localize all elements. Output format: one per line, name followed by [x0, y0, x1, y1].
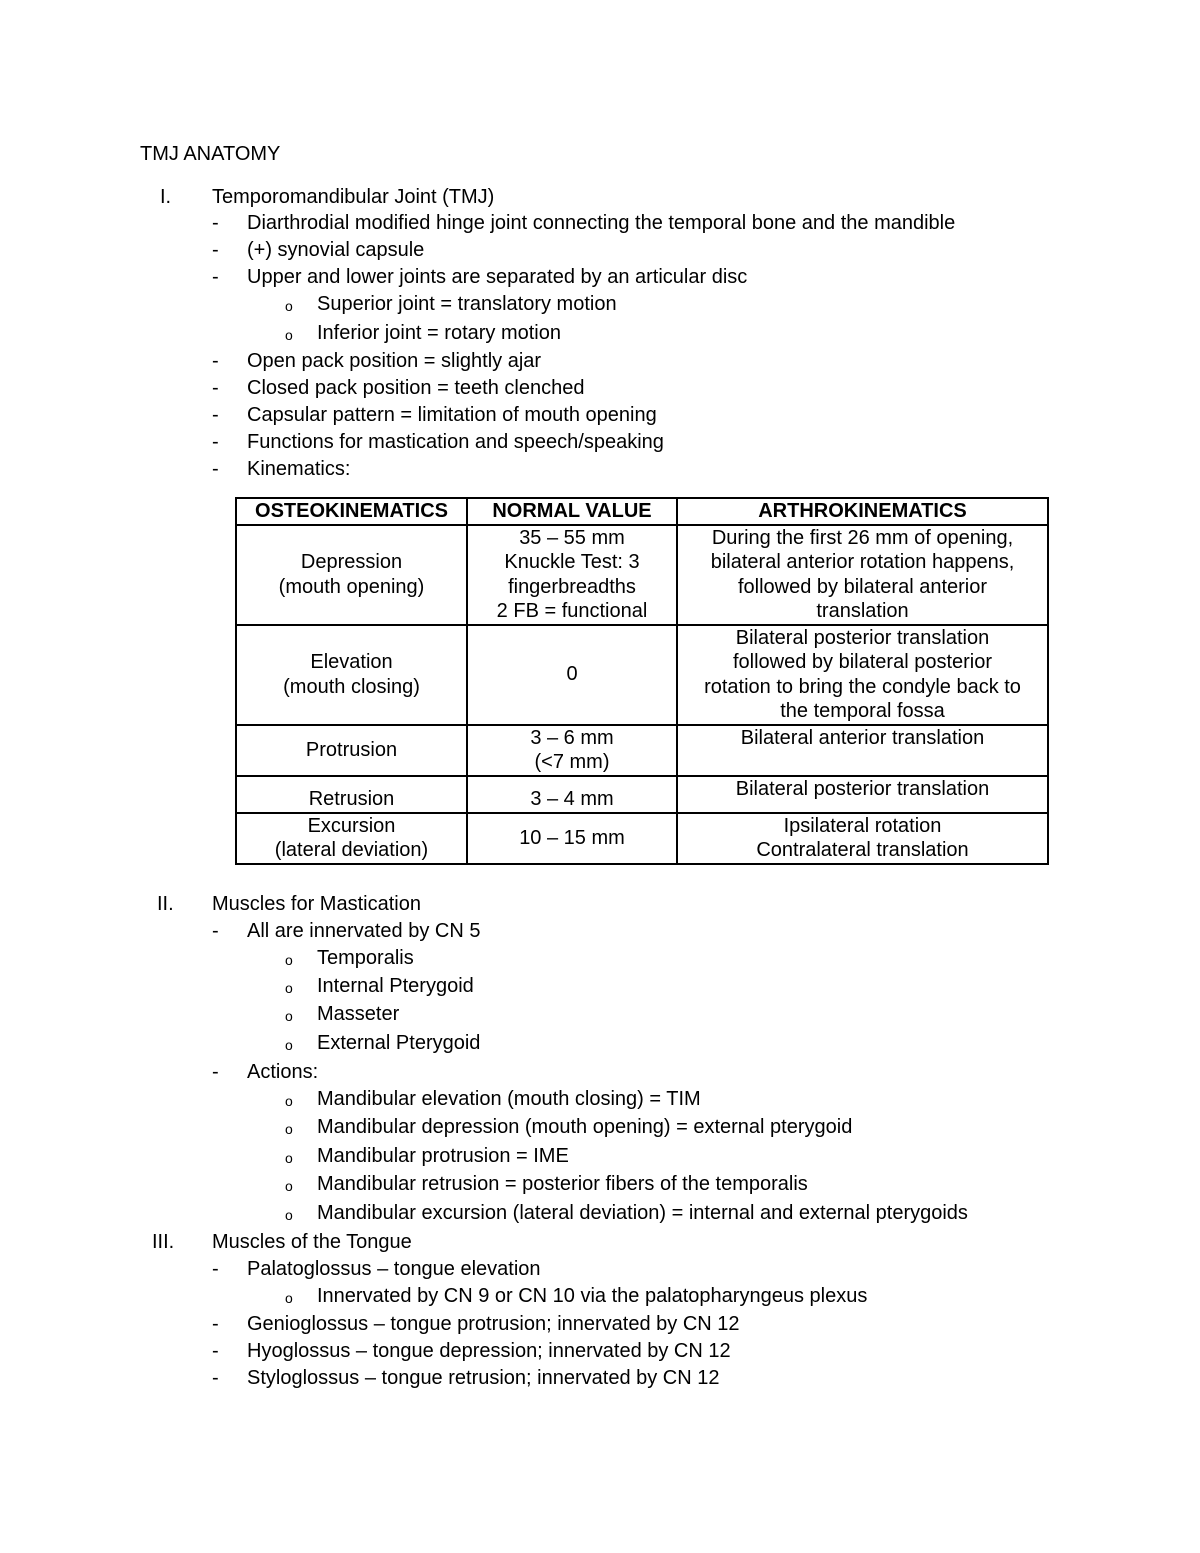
dash-bullet: - [212, 266, 219, 288]
list-item: Palatoglossus – tongue elevation [247, 1258, 541, 1280]
table-cell: Depression (mouth opening) [236, 525, 467, 625]
list-item: Capsular pattern = limitation of mouth opening [247, 404, 657, 426]
list-item: Open pack position = slightly ajar [247, 350, 542, 372]
sub-list-item: Innervated by CN 9 or CN 10 via the palatopharyngeus plexus [317, 1285, 868, 1307]
dash-bullet: - [212, 404, 219, 426]
dash-bullet: - [212, 920, 219, 942]
page-title: TMJ ANATOMY [140, 143, 281, 165]
circle-bullet: o [285, 327, 293, 343]
table-cell: 0 [467, 625, 677, 725]
list-item: Functions for mastication and speech/speaking [247, 431, 664, 453]
table-header-row [236, 498, 1048, 525]
circle-bullet: o [285, 1207, 293, 1223]
dash-bullet: - [212, 1258, 219, 1280]
circle-bullet: o [285, 1121, 293, 1137]
table-cell: 10 – 15 mm [467, 813, 677, 864]
dash-bullet: - [212, 350, 219, 372]
sub-list-item: Superior joint = translatory motion [317, 293, 617, 315]
table-cell: During the first 26 mm of opening, bilateral anterior rotation happens, followed by bilateral anterior translation [677, 525, 1048, 625]
list-item: Kinematics: [247, 458, 351, 480]
table-cell: Bilateral anterior translation [677, 725, 1048, 776]
circle-bullet: o [285, 1150, 293, 1166]
circle-bullet: o [285, 980, 293, 996]
circle-bullet: o [285, 1008, 293, 1024]
list-item: Diarthrodial modified hinge joint connecting the temporal bone and the mandible [247, 212, 956, 234]
circle-bullet: o [285, 1093, 293, 1109]
table-row [236, 625, 1048, 725]
table-cell: Retrusion [236, 776, 467, 813]
list-item: Genioglossus – tongue protrusion; innervated by CN 12 [247, 1313, 740, 1335]
sub-list-item: Mandibular depression (mouth opening) = external pterygoid [317, 1116, 853, 1138]
table-row [236, 776, 1048, 813]
table-cell: Bilateral posterior translation [677, 776, 1048, 813]
dash-bullet: - [212, 377, 219, 399]
sub-list-item: Temporalis [317, 947, 414, 969]
sub-list-item: Mandibular protrusion = IME [317, 1145, 569, 1167]
list-item: Hyoglossus – tongue depression; innervated by CN 12 [247, 1340, 731, 1362]
section-heading: Temporomandibular Joint (TMJ) [212, 186, 495, 208]
section-heading: Muscles for Mastication [212, 893, 421, 915]
sub-list-item: Masseter [317, 1003, 400, 1025]
sub-list-item: Internal Pterygoid [317, 975, 474, 997]
sub-list-item: Inferior joint = rotary motion [317, 322, 561, 344]
dash-bullet: - [212, 1061, 219, 1083]
dash-bullet: - [212, 1340, 219, 1362]
table-cell: Protrusion [236, 725, 467, 776]
section-number: I. [160, 186, 172, 208]
table-row [236, 813, 1048, 864]
list-item: All are innervated by CN 5 [247, 920, 481, 942]
section-heading: Muscles of the Tongue [212, 1231, 412, 1253]
table-header: ARTHROKINEMATICS [677, 498, 1048, 525]
table-row [236, 525, 1048, 625]
sub-list-item: Mandibular excursion (lateral deviation) = internal and external pterygoids [317, 1202, 968, 1224]
circle-bullet: o [285, 1290, 293, 1306]
table-cell: 35 – 55 mm Knuckle Test: 3 fingerbreadths 2 FB = functional [467, 525, 677, 625]
table-row [236, 725, 1048, 776]
dash-bullet: - [212, 239, 219, 261]
list-item: Styloglossus – tongue retrusion; innervated by CN 12 [247, 1367, 720, 1389]
dash-bullet: - [212, 1367, 219, 1389]
sub-list-item: Mandibular elevation (mouth closing) = TIM [317, 1088, 701, 1110]
kinematics-table [235, 497, 1049, 865]
dash-bullet: - [212, 431, 219, 453]
section-number: III. [152, 1231, 175, 1253]
table-cell: 3 – 4 mm [467, 776, 677, 813]
dash-bullet: - [212, 1313, 219, 1335]
list-item: Actions: [247, 1061, 319, 1083]
circle-bullet: o [285, 1037, 293, 1053]
dash-bullet: - [212, 212, 219, 234]
section-number: II. [157, 893, 174, 915]
list-item: Closed pack position = teeth clenched [247, 377, 585, 399]
table-cell: 3 – 6 mm (<7 mm) [467, 725, 677, 776]
sub-list-item: External Pterygoid [317, 1032, 481, 1054]
list-item: Upper and lower joints are separated by an articular disc [247, 266, 748, 288]
table-cell: Elevation (mouth closing) [236, 625, 467, 725]
circle-bullet: o [285, 1178, 293, 1194]
dash-bullet: - [212, 458, 219, 480]
table-header: OSTEOKINEMATICS [236, 498, 467, 525]
table-header: NORMAL VALUE [467, 498, 677, 525]
circle-bullet: o [285, 298, 293, 314]
table-cell: Bilateral posterior translation followed by bilateral posterior rotation to bring the condyle back to the temporal fossa [677, 625, 1048, 725]
sub-list-item: Mandibular retrusion = posterior fibers of the temporalis [317, 1173, 808, 1195]
table-cell: Excursion (lateral deviation) [236, 813, 467, 864]
list-item: (+) synovial capsule [247, 239, 425, 261]
table-cell: Ipsilateral rotation Contralateral translation [677, 813, 1048, 864]
circle-bullet: o [285, 952, 293, 968]
